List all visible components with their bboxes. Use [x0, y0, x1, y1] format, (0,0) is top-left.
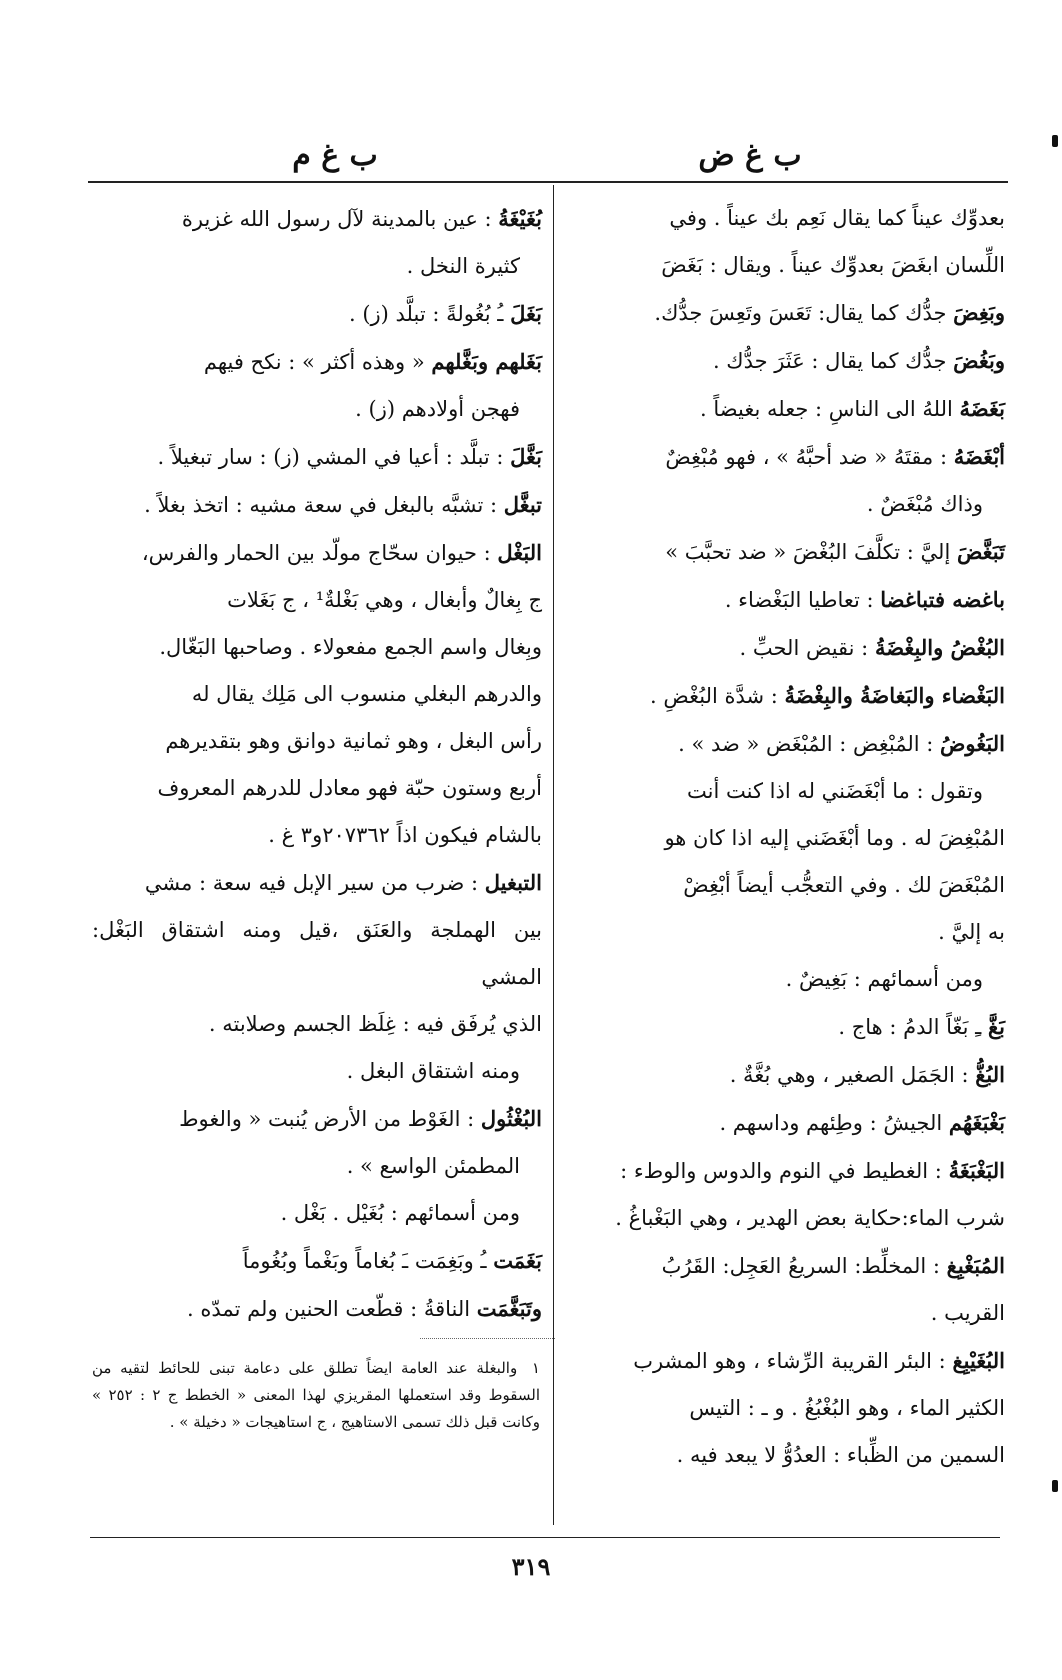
definition-text: إليَّ : تكلَّفَ البُغْضَ « ضد تحبَّبَ »	[665, 540, 957, 564]
dictionary-line	[565, 433, 1005, 481]
definition-text: : تشبَّه بالبغل في سعة مشيه : اتخذ بغلاً .	[144, 493, 504, 517]
scan-edge-mark	[1052, 135, 1058, 147]
left-column	[92, 195, 542, 1333]
definition-text: وبِغال واسم الجمع مفعولاء . وصاحبها البَغّال.	[159, 635, 542, 659]
headword: البَغْبَغَةُ	[948, 1158, 1005, 1183]
dictionary-line	[565, 1290, 1005, 1337]
definition-text: والدرهم البغلي منسوب الى مَلِك يقال له	[191, 682, 542, 706]
dictionary-line	[565, 624, 1005, 672]
definition-text: الناقةُ : قطّعت الحنين ولم تمدّه .	[187, 1297, 477, 1321]
dictionary-line	[92, 718, 542, 765]
column-divider	[553, 185, 554, 1525]
definition-text: شرب الماء:حكاية بعض الهدير ، وهي البَغْباغُ .	[615, 1206, 1005, 1230]
bottom-rule	[90, 1537, 1000, 1538]
headword: البَغْضاء والبَغاضَةُ والبِغْضَةُ	[784, 683, 1005, 708]
definition-text: رأس البغل ، وهو ثمانية دوانق وهو بتقديرهم	[165, 729, 542, 753]
dictionary-line	[92, 1285, 542, 1333]
definition-text: ـِ بَغّاً الدمُ : هاج .	[838, 1015, 988, 1039]
dictionary-line	[92, 1048, 542, 1095]
headword: بَغَلَ	[510, 301, 542, 326]
dictionary-line	[92, 1143, 542, 1190]
headword: التبغيل	[484, 870, 542, 895]
dictionary-line	[565, 1051, 1005, 1099]
footnote-number: ١	[531, 1359, 540, 1377]
headword: وبَغِضَ	[953, 300, 1005, 325]
dictionary-line	[92, 529, 542, 577]
dictionary-line	[92, 907, 542, 1001]
headword: تَبَغَّضَ	[956, 539, 1005, 564]
scan-edge-mark	[1052, 1480, 1058, 1492]
definition-text: « وهذه أكثر » : نكح فيهم	[203, 350, 432, 374]
dictionary-line	[565, 720, 1005, 768]
definition-text: : الغَوْط من الأرض يُنبت « والغوط	[179, 1107, 481, 1131]
dictionary-line	[565, 1099, 1005, 1147]
dictionary-line	[565, 337, 1005, 385]
definition-text: المُبْغَضَ لك . وفي التعجُّب أيضاً أبْغِضْ	[683, 873, 1005, 897]
dictionary-line	[92, 1001, 542, 1048]
definition-text: المُبْغِضَ له . وما أبْغَضَني إليه اذا كان هو	[664, 826, 1005, 850]
definition-text: به إليَّ .	[938, 920, 1005, 944]
definition-text: أربع وستون حبّة فهو معادل للدرهم المعروف	[157, 776, 542, 800]
dictionary-line	[565, 1432, 1005, 1479]
dictionary-line	[92, 290, 542, 338]
dictionary-line	[92, 812, 542, 859]
dictionary-line	[565, 289, 1005, 337]
definition-text: الجيشُ : وطِئهم وداسهم .	[719, 1111, 949, 1135]
headword: بَغَّ	[987, 1014, 1005, 1039]
definition-text: : المخلِّط: السريعُ العَجِل: القَرُبُ	[661, 1254, 947, 1278]
definition-text: الذي يُرفَق فيه : غِلَظ الجسم وصلابته .	[208, 1012, 542, 1036]
definition-text: : تعاطيا البَغْضاء .	[724, 588, 881, 612]
definition-text: ومنه اشتقاق البغل .	[346, 1059, 520, 1083]
definition-text: : حيوان سحّاج مولّد بين الحمار والفرس،	[141, 541, 498, 565]
dictionary-line	[92, 243, 542, 290]
definition-text: : شدَّة البُغْضِ .	[650, 684, 785, 708]
definition-text: ـُ بُغُولةً : تبلَّد (ز) .	[348, 302, 511, 326]
dictionary-line	[92, 386, 542, 433]
dictionary-line	[92, 671, 542, 718]
definition-text: المطمئن الواسع » .	[346, 1154, 520, 1178]
definition-text: جدُّك كما يقال: تَعَسَ وتَعِسَ جدُّك.	[654, 301, 954, 325]
definition-text: وذاك مُبْغَضٌ .	[866, 492, 983, 516]
dictionary-line	[565, 672, 1005, 720]
definition-text: الكثير الماء ، وهو البُغْبُغُ . و ـ : التيس	[689, 1396, 1005, 1420]
dictionary-line	[92, 433, 542, 481]
dictionary-line	[92, 481, 542, 529]
definition-text: بين الهملجة والعَنَق ،قيل ومنه اشتقاق البَغْل: المشي	[92, 918, 542, 989]
dictionary-line	[92, 195, 542, 243]
headword: بَغَمَت	[493, 1248, 542, 1273]
headword: البُغْضُ والبِغْضَةُ	[874, 635, 1005, 660]
dictionary-line	[565, 576, 1005, 624]
running-head-left: ب غ م	[292, 138, 378, 173]
definition-text: جدُّك كما يقال : عَثَرَ جدُّك .	[712, 349, 954, 373]
running-head-right: ب غ ض	[698, 138, 802, 173]
footnote	[92, 1355, 540, 1436]
dictionary-line	[92, 765, 542, 812]
dictionary-line	[565, 1385, 1005, 1432]
dictionary-line	[565, 862, 1005, 909]
definition-text: اللِّسان ابغَضَ بعدوِّك عيناً . ويقال : بَغَضَ	[661, 253, 1005, 277]
dictionary-line	[92, 1190, 542, 1237]
dictionary-line	[565, 385, 1005, 433]
headword: البَغُوضُ	[940, 731, 1005, 756]
headword: البُغُّ	[975, 1062, 1005, 1087]
headword: بَغَضَهُ	[959, 396, 1005, 421]
dictionary-line	[92, 1095, 542, 1143]
dictionary-line	[565, 481, 1005, 528]
dictionary-line	[92, 577, 542, 624]
headword: وتَبَغَّمَت	[476, 1296, 542, 1321]
dictionary-line	[565, 1242, 1005, 1290]
dictionary-line	[92, 624, 542, 671]
headword: البَغْل	[497, 540, 542, 565]
definition-text: السمين من الظِّباء : العدُوُّ لا يبعد فيه .	[676, 1443, 1005, 1467]
dictionary-line	[565, 195, 1005, 242]
headword: باغضه فتباغضا	[880, 587, 1005, 612]
headword: بَغَّلَ	[510, 444, 542, 469]
dictionary-line	[565, 815, 1005, 862]
definition-text: وتقول : ما أبْغَضَني له اذا كنت أنت	[687, 779, 983, 803]
headword: أبْغَضَهُ	[953, 444, 1005, 469]
definition-text: : البئر القريبة الرِّشاء ، وهو المشرب	[633, 1349, 953, 1373]
definition-text: ومن أسمائهم : بُغَيْل . بَغْل .	[280, 1201, 520, 1225]
dictionary-line	[565, 956, 1005, 1003]
headword: البُغْثُول	[480, 1106, 542, 1131]
headword: بُغَيْغَةُ	[498, 206, 542, 231]
definition-text: القريب .	[930, 1301, 1005, 1325]
definition-text: : الغطيط في النوم والدوس والوطء :	[620, 1159, 949, 1183]
definition-text: : نقيض الحبِّ .	[739, 636, 875, 660]
definition-text: اللهُ الى الناسِ : جعله بغيضاً .	[700, 397, 960, 421]
dictionary-line	[565, 1337, 1005, 1385]
headword: البُغَيْبِغ	[952, 1348, 1005, 1373]
footnote-text: والبغلة عند العامة ايضاً تطلق على دعامة تبنى للحائط لتقيه من السقوط وقد استعملها المقريزي لهذا المعنى « الخطط ج ٢ : ٢٥٢ » وكانت قبل ذلك تسمى الاستاهيج ، ج استاهيجات « دخيلة » .	[92, 1359, 540, 1431]
dictionary-line	[565, 1195, 1005, 1242]
right-column	[565, 195, 1005, 1479]
definition-text: : عين بالمدينة لآل رسول الله غزيرة	[181, 207, 499, 231]
headword: وبَغُضَ	[953, 348, 1005, 373]
dictionary-line	[565, 1147, 1005, 1195]
definition-text: ومن أسمائهم : بَغِيضٌ .	[785, 967, 983, 991]
definition-text: : ضرب من سير الإبل فيه سعة : مشي	[144, 871, 485, 895]
definition-text: : تبلَّد : أعيا في المشي (ز) : سار تبغيلاً .	[157, 445, 511, 469]
headword: تبغَّل	[503, 492, 542, 517]
definition-text: كثيرة النخل .	[406, 254, 520, 278]
page-number: ٣١٩	[511, 1552, 551, 1581]
footnote-separator	[420, 1338, 555, 1339]
dictionary-line	[92, 859, 542, 907]
definition-text: فهجن أولادهم (ز) .	[355, 397, 520, 421]
headword: المُبَغْبِغ	[946, 1253, 1005, 1278]
dictionary-line	[565, 528, 1005, 576]
dictionary-line	[565, 1003, 1005, 1051]
dictionary-line	[92, 1237, 542, 1285]
headword: بَغَلهم وبَغَّلهم	[431, 349, 542, 374]
definition-text: : مقتَهُ « ضد أحبَّهُ » ، فهو مُبْغِضٌ	[665, 445, 954, 469]
definition-text: بالشام فيكون اذاً ٢٠٧٣٦٢و٣ غ .	[268, 823, 542, 847]
definition-text: بعدوِّك عيناً كما يقال نَعِم بك عيناً . وفي	[669, 206, 1005, 230]
headword: بَغْبَغَهُم	[948, 1110, 1005, 1135]
definition-text: ـُ وبَغِمَت ـَ بُغاماً وبَغْماً وبُغُوماً	[242, 1249, 494, 1273]
definition-text: : الجَمَل الصغير ، وهي بُغَّةٌ .	[729, 1063, 976, 1087]
definition-text: ج بِغالٌ وأبغال ، وهي بَغْلةٌ¹ ، ج بَغَلات	[227, 588, 542, 612]
dictionary-line	[565, 909, 1005, 956]
top-rule	[88, 181, 1008, 183]
dictionary-line	[565, 242, 1005, 289]
definition-text: : المُبْغِض : المُبْغَض « ضد » .	[678, 732, 941, 756]
dictionary-line	[565, 768, 1005, 815]
dictionary-line	[92, 338, 542, 386]
